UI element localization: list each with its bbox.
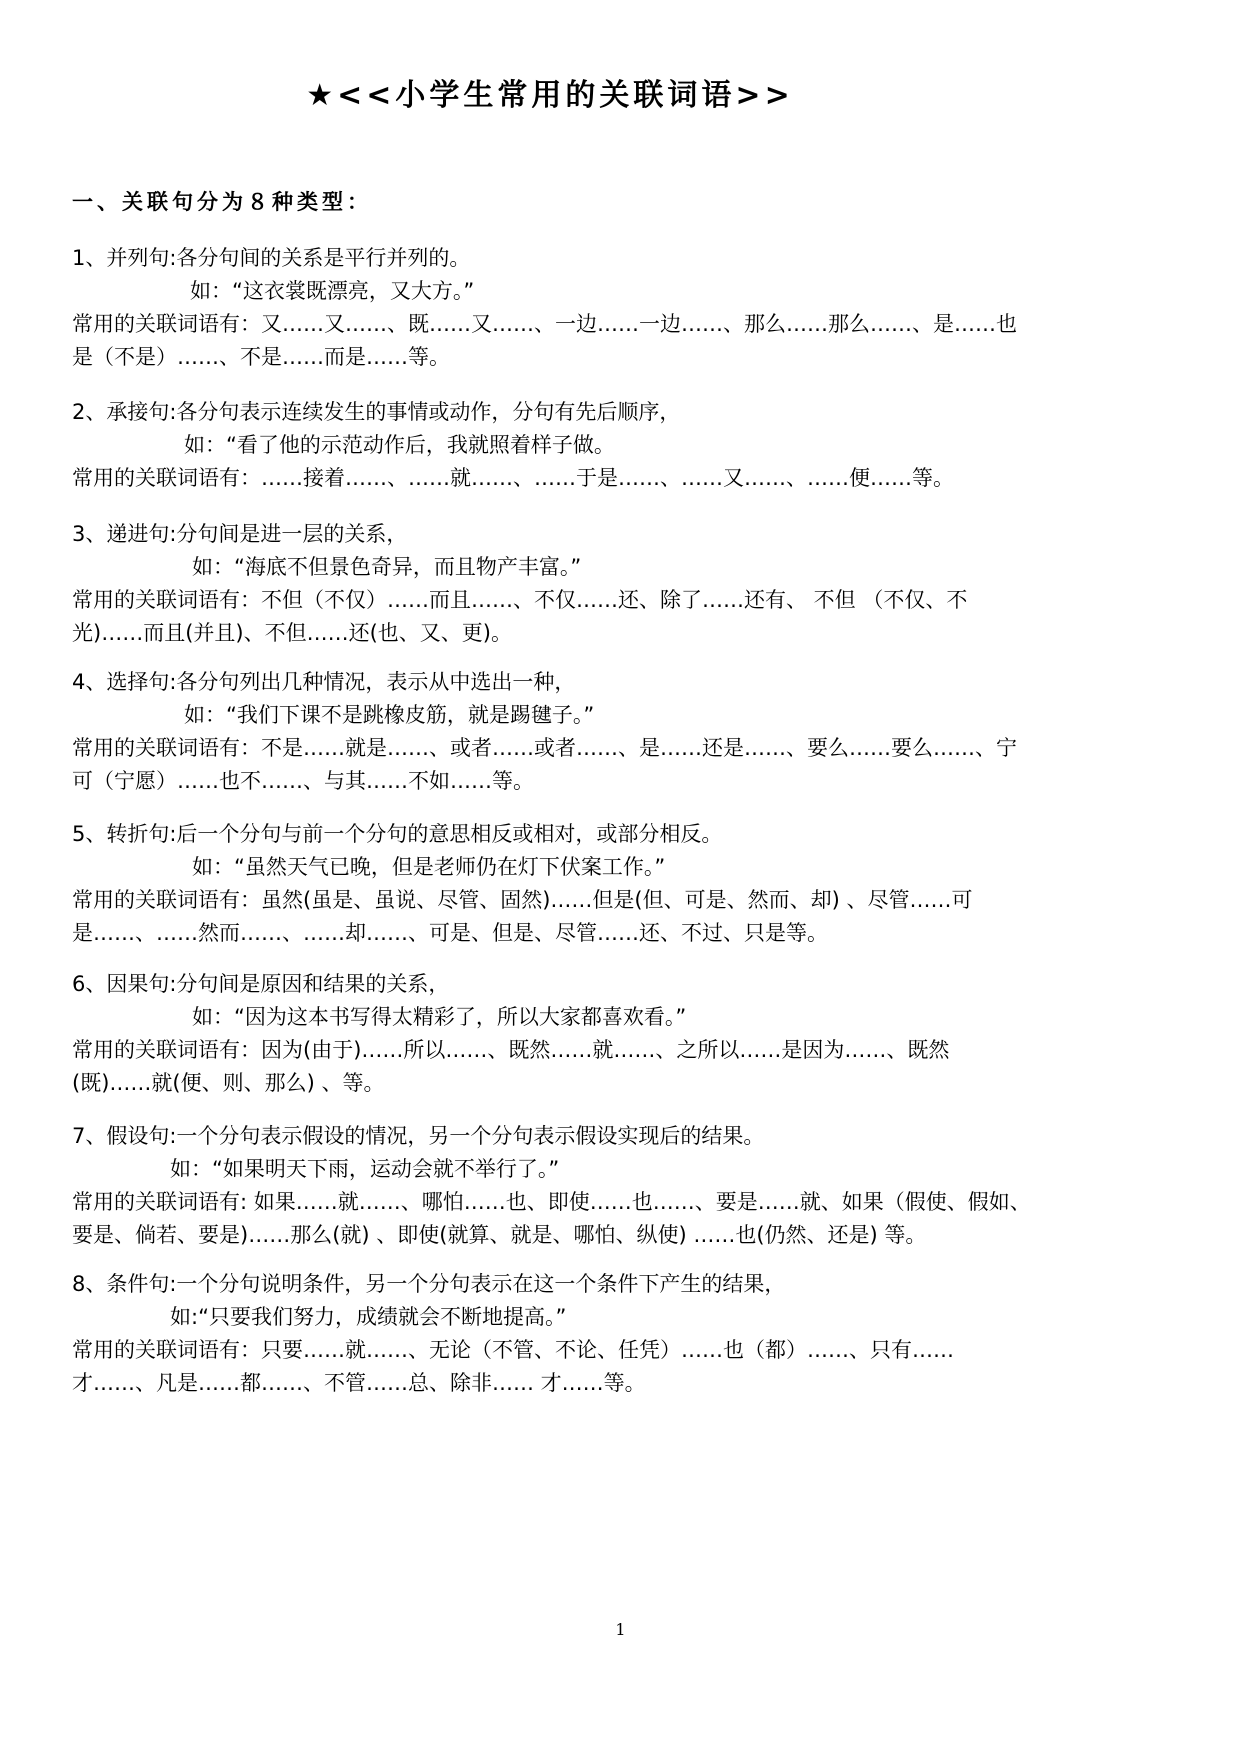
type-example: 如：“海底不但景色奇异，而且物产丰富。”	[192, 555, 582, 579]
type-block-4	[72, 666, 1202, 798]
type-words-line: 要是、倘若、要是)……那么(就) 、即使(就算、就是、哪怕、纵使) ……也(仍然、还是) 等。	[72, 1223, 927, 1247]
type-words-line: 常用的关联词语有：……接着……、……就……、……于是……、……又……、……便……等。	[72, 466, 954, 490]
type-words-line: (既)……就(便、则、那么) 、等。	[72, 1071, 385, 1095]
type-block-6	[72, 968, 1202, 1100]
type-words-line: 是（不是）……、不是……而是……等。	[72, 345, 450, 369]
type-words-line: 可（宁愿）……也不……、与其……不如……等。	[72, 769, 534, 793]
type-block-2	[72, 396, 1202, 495]
page-title: ★<<小学生常用的关联词语>>	[306, 78, 794, 113]
type-words-line: 常用的关联词语有：不是……就是……、或者……或者……、是……还是……、要么……要么……、宁	[72, 736, 1017, 760]
type-block-3	[72, 518, 1202, 650]
type-example: 如：“我们下课不是跳橡皮筋，就是踢毽子。”	[184, 703, 595, 727]
type-block-8	[72, 1268, 1202, 1400]
type-example: 如：“因为这本书写得太精彩了，所以大家都喜欢看。”	[192, 1005, 687, 1029]
type-block-1	[72, 242, 1202, 374]
type-head: 3、递进句:分句间是进一层的关系，	[72, 522, 408, 546]
type-head: 5、转折句:后一个分句与前一个分句的意思相反或相对，或部分相反。	[72, 822, 723, 846]
type-words-line: 常用的关联词语有：因为(由于)……所以……、既然……就……、之所以……是因为……、既然	[72, 1038, 950, 1062]
type-words-line: 常用的关联词语有：虽然(虽是、虽说、尽管、固然)……但是(但、可是、然而、却) 、尽管……可	[72, 888, 973, 912]
type-words-line: 常用的关联词语有：又……又……、既……又……、一边……一边……、那么……那么……、是……也	[72, 312, 1017, 336]
type-words-line: 常用的关联词语有：不但（不仅）……而且……、不仅……还、除了……还有、 不但 （不仅、不	[72, 588, 968, 612]
type-example: 如：“这衣裳既漂亮，又大方。”	[190, 279, 475, 303]
type-head: 8、条件句:一个分句说明条件，另一个分句表示在这一个条件下产生的结果，	[72, 1272, 786, 1296]
type-block-5	[72, 818, 1202, 950]
type-example: 如：“如果明天下雨，运动会就不举行了。”	[170, 1157, 560, 1181]
type-words-line: 才……、凡是……都……、不管……总、除非…… 才……等。	[72, 1371, 646, 1395]
type-head: 1、并列句:各分句间的关系是平行并列的。	[72, 246, 471, 270]
type-head: 6、因果句:分句间是原因和结果的关系，	[72, 972, 450, 996]
page-number: 1	[615, 1620, 626, 1639]
section-heading: 一、关联句分为８种类型：	[72, 190, 372, 214]
type-words-line: 光)……而且(并且)、不但……还(也、又、更)。	[72, 621, 512, 645]
type-head: 4、选择句:各分句列出几种情况，表示从中选出一种，	[72, 670, 576, 694]
type-example: 如：“看了他的示范动作后，我就照着样子做。	[184, 433, 615, 457]
type-head: 7、假设句:一个分句表示假设的情况，另一个分句表示假设实现后的结果。	[72, 1124, 765, 1148]
type-example: 如：“虽然天气已晚，但是老师仍在灯下伏案工作。”	[192, 855, 666, 879]
type-words-line: 是……、……然而……、……却……、可是、但是、尽管……还、不过、只是等。	[72, 921, 828, 945]
type-words-line: 常用的关联词语有: 如果……就……、哪怕……也、即使……也……、要是……就、如果（假使、假如、	[72, 1190, 1031, 1214]
type-example: 如:“只要我们努力，成绩就会不断地提高。”	[170, 1305, 567, 1329]
type-block-7	[72, 1120, 1202, 1252]
type-words-line: 常用的关联词语有：只要……就……、无论（不管、不论、任凭）……也（都）……、只有……	[72, 1338, 954, 1362]
type-head: 2、承接句:各分句表示连续发生的事情或动作，分句有先后顺序，	[72, 400, 681, 424]
